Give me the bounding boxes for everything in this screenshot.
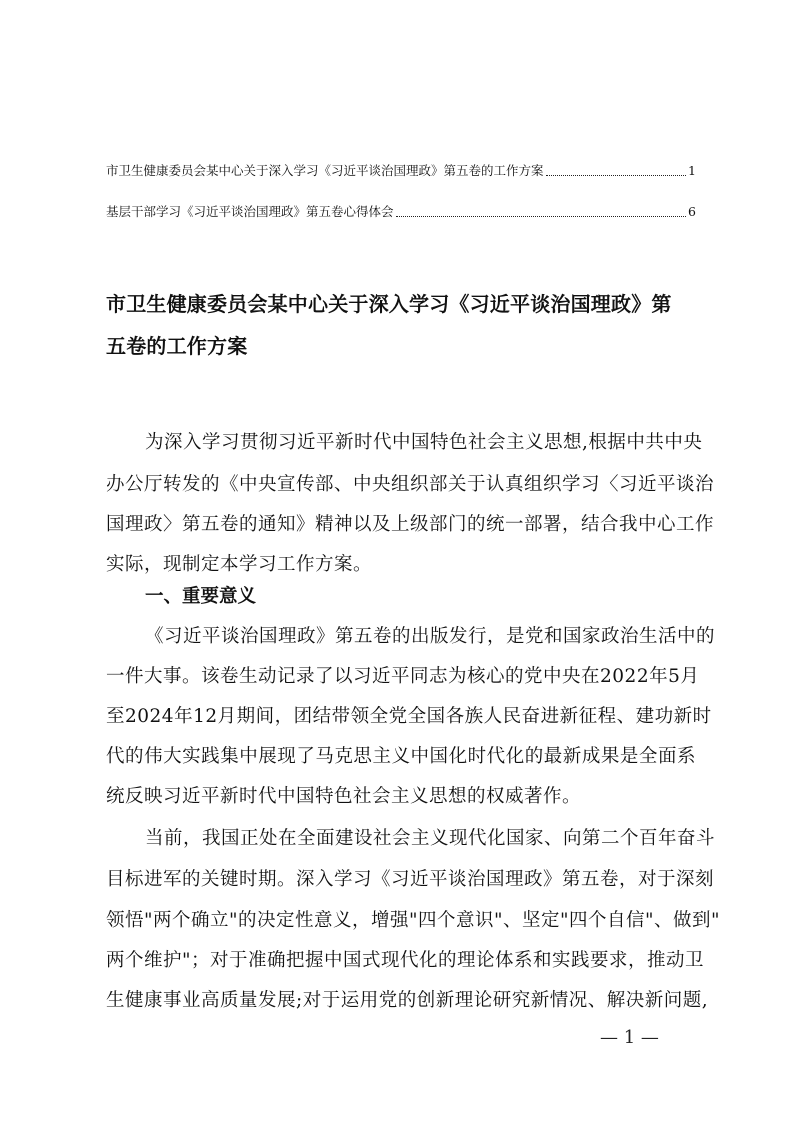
toc-entry-title: 基层干部学习《习近平谈治国理政》第五卷心得体会 — [106, 204, 394, 219]
paragraph-line: 代的伟大实践集中展现了马克思主义中国化时代化的最新成果是全面系 — [106, 746, 696, 767]
paragraph-line: 至2024年12月期间，团结带领全党全国各族人民奋进新征程、建功新时 — [106, 706, 712, 727]
intro-line: 为深入学习贯彻习近平新时代中国特色社会主义思想,根据中共中央 — [145, 432, 703, 453]
paragraph-line: 生健康事业高质量发展;对于运用党的创新理论研究新情况、解决新问题, — [106, 990, 709, 1011]
intro-line: 实际，现制定本学习工作方案。 — [106, 554, 373, 575]
toc-entry-page: 1 — [688, 163, 696, 178]
intro-line: 办公厅转发的《中央宣传部、中央组织部关于认真组织学习〈习近平谈治 — [106, 474, 715, 495]
toc-entry[interactable] — [106, 203, 696, 221]
section-heading: 一、重要意义 — [145, 586, 257, 607]
toc-entry-page: 6 — [688, 204, 696, 219]
paragraph-line: 领悟"两个确立"的决定性意义，增强"四个意识"、坚定"四个自信"、做到" — [106, 910, 721, 931]
paragraph-line: 《习近平谈治国理政》第五卷的出版发行，是党和国家政治生活中的 — [145, 626, 716, 647]
toc-leader-dots — [396, 215, 687, 217]
intro-line: 国理政〉第五卷的通知》精神以及上级部门的统一部署，结合我中心工作 — [106, 514, 715, 535]
paragraph-line: 一件大事。该卷生动记录了以习近平同志为核心的党中央在2022年5月 — [106, 666, 700, 687]
toc-leader-dots — [546, 174, 687, 176]
page-number: — 1 — — [600, 1027, 659, 1048]
paragraph-line: 统反映习近平新时代中国特色社会主义思想的权威著作。 — [106, 786, 582, 807]
article-title-line: 五卷的工作方案 — [106, 334, 248, 358]
toc-entry-title: 市卫生健康委员会某中心关于深入学习《习近平谈治国理政》第五卷的工作方案 — [106, 163, 544, 178]
article-title-line: 市卫生健康委员会某中心关于深入学习《习近平谈治国理政》第 — [106, 292, 672, 316]
paragraph-line: 两个维护"；对于准确把握中国式现代化的理论体系和实践要求，推动卫 — [106, 950, 705, 971]
toc-entry[interactable] — [106, 162, 696, 180]
paragraph-line: 当前，我国正处在全面建设社会主义现代化国家、向第二个百年奋斗 — [145, 828, 716, 849]
paragraph-line: 目标进军的关键时期。深入学习《习近平谈治国理政》第五卷，对于深刻 — [106, 869, 715, 890]
